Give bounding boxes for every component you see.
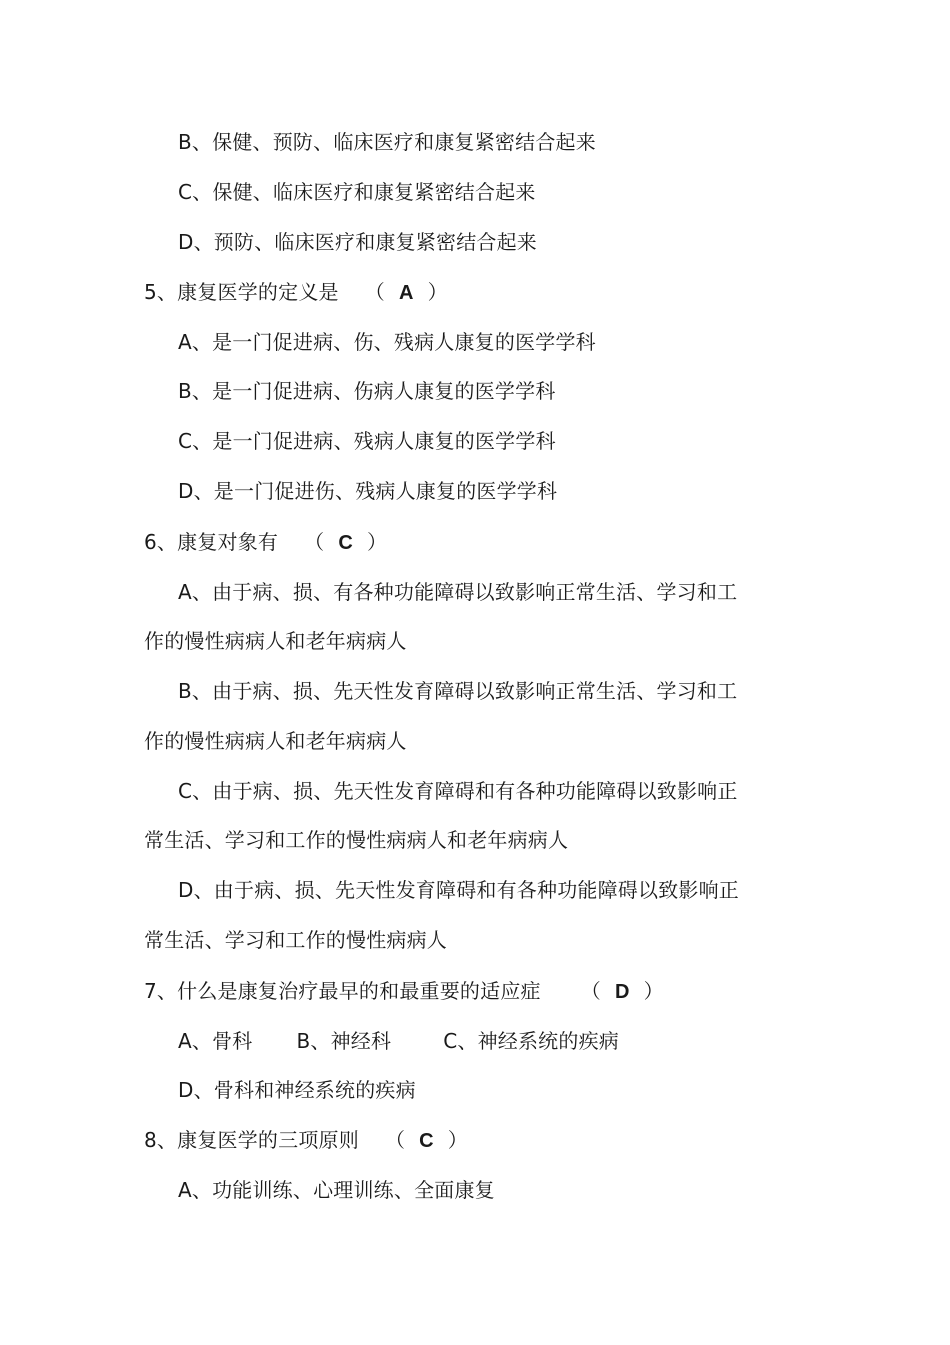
question-5 bbox=[144, 279, 448, 306]
question-5-stem: 5、康复医学的定义是 bbox=[144, 280, 339, 304]
q6-option-a-line1: A、由于病、损、有各种功能障碍以致影响正常生活、学习和工 bbox=[178, 580, 738, 604]
question-5-answer: A bbox=[398, 282, 414, 304]
q6-option-b-line2: 作的慢性病病人和老年病病人 bbox=[144, 729, 407, 753]
q4-option-c: C、保健、临床医疗和康复紧密结合起来 bbox=[178, 180, 536, 204]
q7-options-row bbox=[178, 1028, 619, 1054]
q6-option-d-line2: 常生活、学习和工作的慢性病病人 bbox=[144, 928, 447, 952]
q5-option-d: D、是一门促进伤、残病人康复的医学学科 bbox=[178, 479, 558, 503]
q7-option-b: B、神经科 bbox=[296, 1029, 392, 1053]
q7-option-c: C、神经系统的疾病 bbox=[443, 1029, 619, 1053]
q4-option-b: B、保健、预防、临床医疗和康复紧密结合起来 bbox=[178, 130, 596, 154]
q5-option-b: B、是一门促进病、伤病人康复的医学学科 bbox=[178, 379, 556, 403]
q6-option-c-line2: 常生活、学习和工作的慢性病病人和老年病病人 bbox=[144, 828, 569, 852]
question-7-answer-bracket bbox=[581, 978, 664, 1005]
question-6-stem: 6、康复对象有 bbox=[144, 530, 279, 554]
close-paren: ） bbox=[366, 530, 388, 554]
q6-option-c-line1: C、由于病、损、先天性发育障碍和有各种功能障碍以致影响正 bbox=[178, 779, 738, 803]
close-paren: ） bbox=[427, 280, 448, 304]
question-6-answer: C bbox=[338, 532, 353, 554]
q7-option-a: A、骨科 bbox=[178, 1029, 253, 1053]
q5-option-a: A、是一门促进病、伤、残病人康复的医学学科 bbox=[178, 330, 596, 354]
question-8-stem: 8、康复医学的三项原则 bbox=[144, 1128, 359, 1152]
question-8-answer-bracket bbox=[385, 1127, 468, 1154]
question-7-stem: 7、什么是康复治疗最早的和最重要的适应症 bbox=[144, 979, 541, 1003]
q8-option-a: A、功能训练、心理训练、全面康复 bbox=[178, 1178, 495, 1202]
question-8-answer: C bbox=[419, 1130, 434, 1152]
q6-option-d-line1: D、由于病、损、先天性发育障碍和有各种功能障碍以致影响正 bbox=[178, 878, 739, 902]
q7-option-d: D、骨科和神经系统的疾病 bbox=[178, 1078, 416, 1102]
close-paren: ） bbox=[447, 1128, 468, 1152]
open-paren: （ bbox=[304, 530, 325, 554]
open-paren: （ bbox=[364, 280, 385, 304]
question-8 bbox=[144, 1127, 468, 1154]
question-6-answer-bracket bbox=[304, 529, 387, 556]
open-paren: （ bbox=[580, 979, 601, 1003]
q5-option-c: C、是一门促进病、残病人康复的医学学科 bbox=[178, 429, 556, 453]
open-paren: （ bbox=[384, 1128, 406, 1152]
question-6 bbox=[144, 529, 387, 556]
q6-option-a-line2: 作的慢性病病人和老年病病人 bbox=[144, 629, 407, 653]
close-paren: ） bbox=[643, 979, 664, 1003]
q4-option-d: D、预防、临床医疗和康复紧密结合起来 bbox=[178, 230, 538, 254]
question-7-answer: D bbox=[614, 981, 630, 1003]
question-5-answer-bracket bbox=[365, 279, 448, 306]
q6-option-b-line1: B、由于病、损、先天性发育障碍以致影响正常生活、学习和工 bbox=[178, 679, 738, 703]
question-7 bbox=[144, 978, 664, 1005]
